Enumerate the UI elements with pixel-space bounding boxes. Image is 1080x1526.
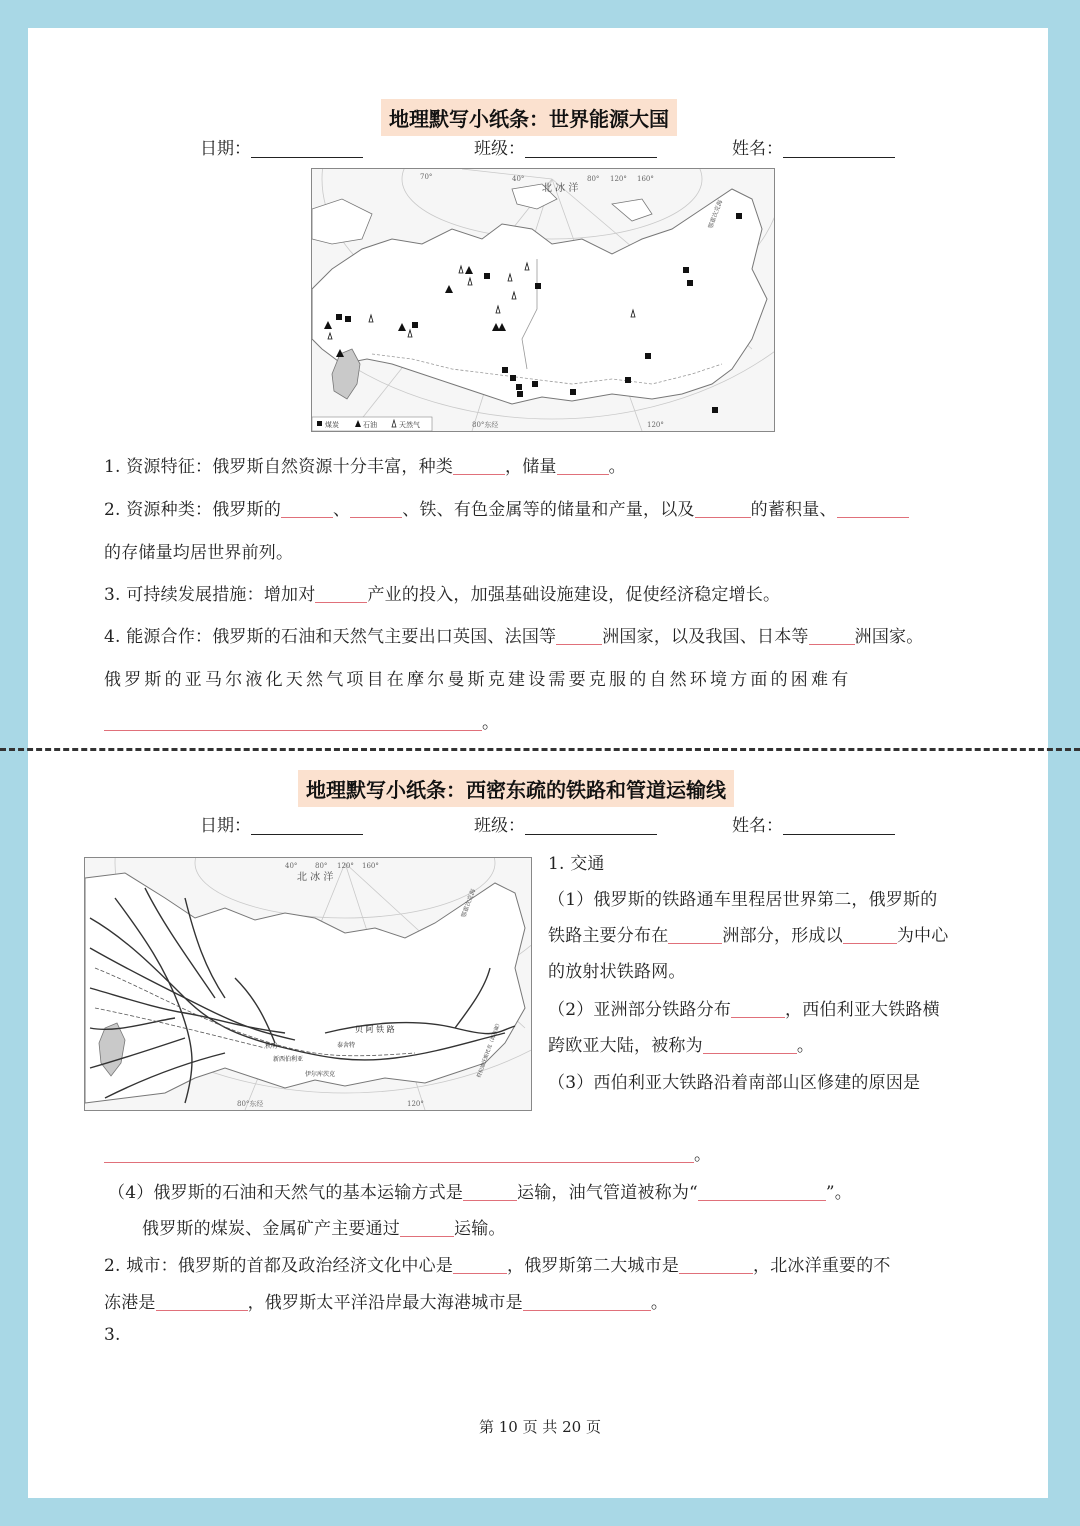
map1-lon-80: 80° — [587, 175, 600, 183]
q2-blank-2[interactable] — [350, 501, 402, 518]
q1-line: 1. 资源特征：俄罗斯自然资源十分丰富，种类 ，储量 。 — [104, 457, 626, 477]
map2-city-novosibirsk: 新西伯利亚 — [273, 1056, 304, 1063]
map1-lon-80e: 80°东经 — [472, 421, 499, 429]
legend-coal: 煤炭 — [325, 421, 339, 429]
section2-class: 班级： — [474, 811, 657, 836]
map2-lon-120: 120° — [407, 1100, 424, 1108]
t1-2-blank-2[interactable] — [703, 1037, 797, 1054]
q2-blank-1[interactable] — [281, 501, 333, 518]
q2-blank-4[interactable] — [837, 501, 909, 518]
map2-ocean-label: 北 冰 洋 — [297, 872, 334, 883]
map2-city-tyumen: 秋明 — [265, 1043, 278, 1050]
russia-railway-map — [84, 857, 532, 1111]
t1-4-blank-2[interactable] — [698, 1184, 826, 1201]
svg-text:120°: 120° — [337, 862, 354, 870]
t3-line: 3. — [104, 1325, 121, 1345]
section2-date: 日期： — [200, 811, 363, 836]
name-blank-2[interactable] — [783, 816, 895, 835]
q4-blank-1[interactable] — [556, 628, 602, 645]
map1-lon-40: 40° — [512, 175, 525, 183]
q1-blank-types[interactable] — [453, 458, 505, 475]
q4-line: 4. 能源合作：俄罗斯的石油和天然气主要出口英国、法国等 洲国家，以及我国、日本等 洲国家。 — [104, 627, 924, 647]
q4-blank-3[interactable] — [104, 714, 482, 731]
map1-lon-120b: 120° — [647, 421, 664, 429]
section1-title: 地理默写小纸条：世界能源大国 — [381, 99, 677, 136]
t2-blank-port[interactable] — [156, 1294, 248, 1311]
t1-1-line1: （1）俄罗斯的铁路通车里程居世界第二，俄罗斯的 — [548, 890, 938, 910]
name-blank[interactable] — [783, 139, 895, 158]
section1-name: 姓名： — [732, 134, 895, 159]
q2-cont-line: 的存储量均居世界前列。 — [104, 543, 294, 563]
section1-class: 班级： — [474, 134, 657, 159]
t1-1-line3: 的放射状铁路网。 — [548, 962, 686, 982]
t1-2-line1: （2）亚洲部分铁路分布 ，西伯利亚大铁路横 — [548, 1000, 940, 1020]
t2-blank-capital[interactable] — [453, 1257, 507, 1274]
q2-line: 2. 资源种类：俄罗斯的 、 、铁、有色金属等的储量和产量，以及 的蓄积量、 — [104, 495, 909, 520]
t2-line1: 2. 城市：俄罗斯的首都及政治经济文化中心是 ，俄罗斯第二大城市是 ，北冰洋重要的不 — [104, 1256, 891, 1276]
map2-city-vladivostok: 符拉迪沃斯托克（海参崴） — [476, 1020, 503, 1079]
t1-4b-blank[interactable] — [400, 1220, 454, 1237]
t1-3-blank[interactable] — [104, 1146, 694, 1163]
section2-title: 地理默写小纸条：西密东疏的铁路和管道运输线 — [298, 770, 734, 807]
t1-2-line2: 跨欧亚大陆，被称为 。 — [548, 1036, 815, 1056]
cut-line-divider — [0, 748, 1080, 751]
map2-lon-80e: 80°东经 — [237, 1100, 264, 1108]
russia-energy-map — [311, 168, 775, 432]
t2-blank-pacific-port[interactable] — [523, 1294, 651, 1311]
q4-blank-2[interactable] — [809, 628, 855, 645]
t1-1-blank-1[interactable] — [668, 927, 722, 944]
q4-line2: 俄罗斯的亚马尔液化天然气项目在摩尔曼斯克建设需要克服的自然环境方面的困难有 — [104, 670, 852, 690]
legend-oil: 石油 — [363, 421, 377, 429]
q3-line: 3. 可持续发展措施：增加对 产业的投入，加强基础设施建设，促使经济稳定增长。 — [104, 585, 781, 605]
q4-line3: 。 — [104, 708, 499, 733]
map2-city-irkutsk: 伊尔库茨克 — [305, 1071, 336, 1078]
map2-sea-label: 鄂霍次克海 — [460, 888, 478, 919]
date-blank-2[interactable] — [251, 816, 363, 835]
t1-1-line2: 铁路主要分布在 洲部分，形成以 为中心 — [548, 926, 949, 946]
q2-blank-3[interactable] — [695, 501, 751, 518]
t1-1-blank-2[interactable] — [843, 927, 897, 944]
class-blank-2[interactable] — [525, 816, 657, 835]
t1-4-line: （4）俄罗斯的石油和天然气的基本运输方式是 运输，油气管道被称为“ ”。 — [108, 1183, 852, 1203]
t2-blank-second-city[interactable] — [679, 1257, 753, 1274]
svg-text:80°: 80° — [315, 862, 328, 870]
t1-4-blank-1[interactable] — [463, 1184, 517, 1201]
t2-line2: 冻港是 ，俄罗斯太平洋沿岸最大海港城市是 。 — [104, 1293, 669, 1313]
svg-text:40°: 40° — [285, 862, 298, 870]
q3-blank[interactable] — [315, 586, 367, 603]
legend-gas: 天然气 — [399, 421, 420, 429]
t1-3-line: （3）西伯利亚大铁路沿着南部山区修建的原因是 — [548, 1073, 921, 1093]
svg-text:160°: 160° — [362, 862, 379, 870]
date-blank[interactable] — [251, 139, 363, 158]
class-blank[interactable] — [525, 139, 657, 158]
t1-2-blank-1[interactable] — [731, 1001, 785, 1018]
map1-sea-label: 鄂霍次克海 — [707, 199, 725, 230]
page-footer: 第 10 页 共 20 页 — [478, 1418, 601, 1436]
map2-baikal-amur-railway: 贝 阿 铁 路 — [355, 1025, 395, 1034]
map2-city-taishet: 泰舍特 — [337, 1042, 356, 1049]
section1-date: 日期： — [200, 134, 363, 159]
t1-4b-line: 俄罗斯的煤炭、金属矿产主要通过 运输。 — [142, 1219, 506, 1239]
map1-lon-120: 120° — [610, 175, 627, 183]
map1-lon-160: 160° — [637, 175, 654, 183]
map1-ocean-label: 北 冰 洋 — [542, 183, 579, 194]
section2-name: 姓名： — [732, 811, 895, 836]
map1-lon-70: 70° — [420, 173, 433, 181]
t1-heading: 1. 交通 — [548, 854, 605, 874]
t1-3-answer-line: 。 — [104, 1140, 711, 1165]
q1-blank-reserves[interactable] — [557, 458, 609, 475]
